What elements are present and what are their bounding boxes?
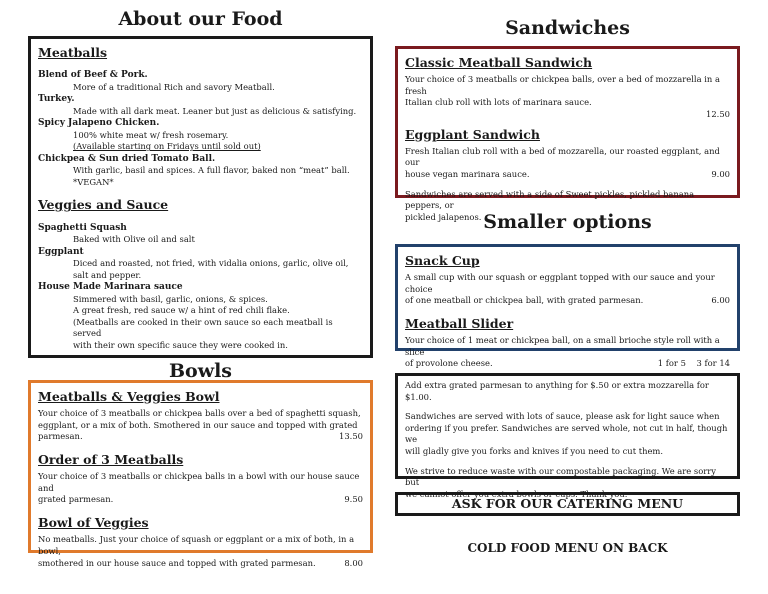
catering-banner: ASK FOR OUR CATERING MENU <box>395 492 740 516</box>
veggie-marinara-desc-3: (Meatballs are cooked in their own sauce so each meatball is served <box>73 316 333 339</box>
sandwich-eggplant-row <box>405 169 730 181</box>
bowl-meatballs-veggies: Meatballs & Veggies Bowl <box>38 389 220 404</box>
snack-cup: Snack Cup <box>405 253 480 268</box>
bowl-meatballs-veggies-desc-2: eggplant, or a mix of both. Smothered in our sauce and topped with grated <box>38 419 358 430</box>
info-extra-cheese: Add extra grated parmesan to anything for $.50 or extra mozzarella for $1.00. <box>405 380 709 402</box>
veggie-marinara-desc-4: with their own specific sauce they were cooked in. <box>73 340 288 351</box>
bowl-of-veggies-price: 8.00 <box>344 557 363 568</box>
sandwich-classic-meatball-desc-1: Your choice of 3 meatballs or chickpea balls, over a bed of mozzarella in a fresh <box>405 74 720 96</box>
meatball-chickpea-desc: With garlic, basil and spices. A full flavor, baked non “meat” ball. <box>73 165 350 176</box>
meatballs-heading: Meatballs <box>38 45 108 60</box>
snack-cup-desc-2: of one meatball or chickpea ball, with grated parmesan. <box>405 295 644 306</box>
sandwich-eggplant-desc-2: house vegan marinara sauce. <box>405 169 530 180</box>
veggie-marinara-desc-1: Simmered with basil, garlic, onions, & spices. <box>73 293 268 304</box>
meatball-slider-row <box>405 358 730 370</box>
bowl-of-veggies-desc-2: smothered in our house sauce and topped with grated parmesan. <box>38 557 316 568</box>
meatball-chickpea-vegan: *VEGAN* <box>73 176 114 187</box>
meatball-slider: Meatball Slider <box>405 316 514 332</box>
info-sauce-3: will gladly give you forks and knives if you need to cut them. <box>405 445 664 456</box>
veggie-eggplant-desc-1: Diced and roasted, not fried, with vidalia onions, garlic, olive oil, <box>73 258 349 269</box>
info-sauce-1: Sandwiches are served with lots of sauce, please ask for light sauce when <box>405 411 720 422</box>
smaller-title: Smaller options <box>483 211 652 233</box>
sandwich-classic-meatball-row <box>405 109 730 121</box>
snack-cup-price: 6.00 <box>711 295 730 306</box>
info-box <box>395 373 740 499</box>
bowl-meatballs-veggies-row <box>38 431 363 443</box>
bowl-of-veggies-desc-1: No meatballs. Just your choice of squash or eggplant or a mix of both, in a bowl, <box>38 534 355 556</box>
bowl-of-veggies: Bowl of Veggies <box>38 515 149 531</box>
meatball-turkey: Turkey. <box>38 94 75 105</box>
veggie-marinara: House Made Marinara sauce <box>38 282 183 293</box>
bowl-meatballs-veggies-desc-1: Your choice of 3 meatballs or chickpea balls over a bed of spaghetti squash, <box>38 408 361 419</box>
meatball-turkey-desc: Made with all dark meat. Leaner but just as delicious & satisfying. <box>73 105 357 116</box>
bowl-order-3-meatballs-row <box>38 494 363 506</box>
bowl-meatballs-veggies-desc-3: parmesan. <box>38 431 83 442</box>
sandwich-classic-meatball-price: 12.50 <box>706 109 730 120</box>
veggie-eggplant: Eggplant <box>38 246 84 257</box>
bowls-box <box>28 380 373 568</box>
bowls-title: Bowls <box>168 360 232 382</box>
sandwich-classic-meatball-desc-2: Italian club roll with lots of marinara sauce. <box>405 97 592 108</box>
info-sauce-2: ordering if you prefer. Sandwiches are served whole, not cut in half, though we <box>405 422 728 445</box>
sandwich-eggplant-price: 9.00 <box>711 169 730 180</box>
sandwiches-title: Sandwiches <box>505 17 630 39</box>
meatball-beef-pork: Blend of Beef & Pork. <box>38 70 148 81</box>
meatball-slider-desc-2: of provolone cheese. <box>405 358 493 369</box>
meatball-chicken-desc: 100% white meat w/ fresh rosemary. <box>73 129 229 140</box>
sandwiches-note-1: Sandwiches are served with a side of Sweet pickles, pickled banana peppers, or <box>405 188 695 211</box>
bowl-of-veggies-row <box>38 558 363 570</box>
bowl-order-3-meatballs-price: 9.50 <box>344 494 363 505</box>
sandwich-classic-meatball: Classic Meatball Sandwich <box>405 55 593 70</box>
info-waste-1: We strive to reduce waste with our compostable packaging. We are sorry but <box>405 465 717 488</box>
meatball-chickpea: Chickpea & Sun dried Tomato Ball. <box>38 153 216 164</box>
meatball-chicken: Spicy Jalapeno Chicken. <box>38 118 160 129</box>
meatball-slider-desc-1: Your choice of 1 meat or chickpea ball, on a small brioche style roll with a slice <box>405 335 720 357</box>
bowl-order-3-meatballs-desc-1: Your choice of 3 meatballs or chickpea balls in a bowl with our house sauce and <box>38 471 360 493</box>
veggies-heading: Veggies and Sauce <box>38 197 169 213</box>
meatball-slider-price: 1 for 5 3 for 14 <box>657 358 730 369</box>
veggie-marinara-desc-2: A great fresh, red sauce w/ a hint of red chili flake. <box>73 305 290 316</box>
sandwiches-note-2: pickled jalapenos. <box>405 211 482 222</box>
meatball-beef-pork-desc: More of a traditional Rich and savory Meatball. <box>73 81 275 92</box>
meatball-chicken-availability: (Available starting on Fridays until sold out) <box>73 141 261 152</box>
snack-cup-row <box>405 295 730 307</box>
veggie-eggplant-desc-2: salt and pepper. <box>73 269 142 280</box>
snack-cup-desc-1: A small cup with our squash or eggplant topped with our sauce and your choice <box>405 272 715 294</box>
bowl-order-3-meatballs-desc-2: grated parmesan. <box>38 494 114 505</box>
veggie-squash-desc: Baked with Olive oil and salt <box>73 234 195 245</box>
veggie-squash: Spaghetti Squash <box>38 222 127 233</box>
sandwich-eggplant: Eggplant Sandwich <box>405 126 540 142</box>
bowl-meatballs-veggies-price: 13.50 <box>339 431 363 442</box>
about-box <box>28 36 373 358</box>
sandwich-eggplant-desc-1: Fresh Italian club roll with a bed of mozzarella, our roasted eggplant, and our <box>405 145 720 168</box>
info-waste-2: we cannot offer you extra bowls or cups. Thank you. <box>405 488 628 499</box>
about-title: About our Food <box>118 8 283 30</box>
smaller-box <box>395 244 740 369</box>
cold-food-note: COLD FOOD MENU ON BACK <box>467 541 668 555</box>
bowl-order-3-meatballs: Order of 3 Meatballs <box>38 452 184 468</box>
